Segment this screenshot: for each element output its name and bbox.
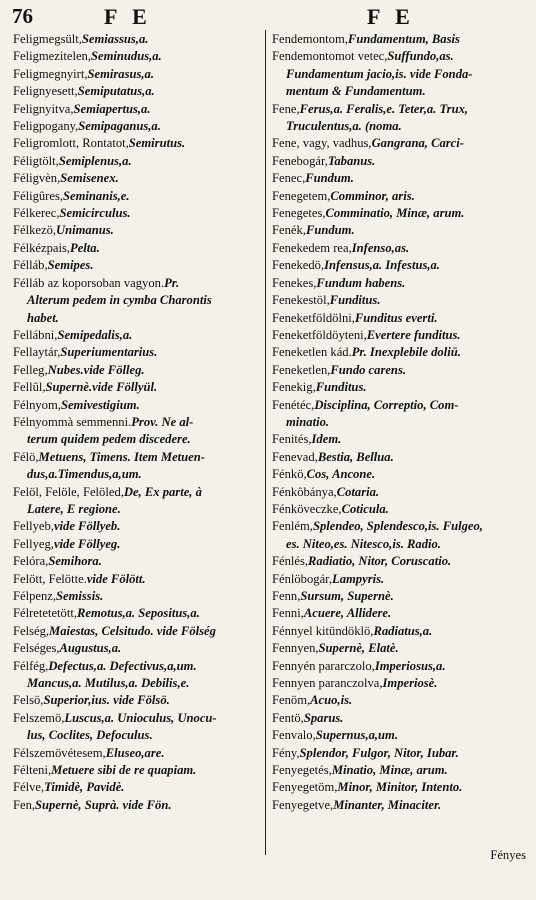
entry-latin-gloss: Supernè.vide Föllyül. <box>45 380 158 395</box>
dictionary-entry <box>13 431 267 448</box>
entry-latin-gloss: Radiatus,a. <box>373 623 433 638</box>
entry-latin-gloss: Imperiosus,a. <box>374 658 446 673</box>
entry-headword: Féligûres, <box>13 188 64 203</box>
entry-headword: Fenebogár, <box>272 153 328 168</box>
entry-headword: Feneketföldöyteni, <box>272 327 367 342</box>
entry-latin-gloss: Semirasus,a. <box>87 66 155 81</box>
entry-headword: Feneketföldölni, <box>272 310 355 325</box>
entry-headword: Félteni, <box>13 763 52 778</box>
entry-latin-gloss: Maiestas, Celsitudo. vide Fölség <box>49 623 216 638</box>
entry-latin-gloss: Semirutus. <box>128 136 186 151</box>
entry-headword: Feneketlen, <box>272 362 331 377</box>
dictionary-entry <box>13 153 267 170</box>
entry-headword: Fenyegetve, <box>272 797 334 812</box>
dictionary-entry <box>272 344 530 361</box>
dictionary-entry <box>13 379 267 396</box>
dictionary-entry <box>272 379 530 396</box>
entry-headword: Félö, <box>13 449 39 464</box>
entry-latin-gloss: Cos, Ancone. <box>306 467 376 482</box>
dictionary-entry <box>272 362 530 379</box>
dictionary-entry <box>13 397 267 414</box>
dictionary-entry <box>13 170 267 187</box>
entry-latin-gloss: Funditus. <box>329 293 381 308</box>
entry-latin-gloss: Semivestigium. <box>60 397 140 412</box>
dictionary-entry <box>272 327 530 344</box>
entry-headword: Félkerec, <box>13 206 60 221</box>
dictionary-entry <box>272 623 530 640</box>
entry-latin-gloss: Superiumentarius. <box>60 345 158 360</box>
catchword: Fényes <box>490 848 526 862</box>
entry-latin-gloss: Infenso,as. <box>351 240 410 255</box>
dictionary-entry <box>272 66 530 83</box>
entry-latin-gloss: Defectus,a. Defectivus,a,um. <box>48 658 197 673</box>
entry-latin-gloss: Splendor, Fulgor, Nitor, Iubar. <box>299 745 459 760</box>
entry-latin-gloss: Bestia, Bellua. <box>317 449 394 464</box>
dictionary-entry <box>272 692 530 709</box>
dictionary-entry <box>272 222 530 239</box>
right-column <box>272 31 530 814</box>
entry-headword: Feligpogany, <box>13 119 79 134</box>
dictionary-entry <box>272 397 530 414</box>
entry-headword: Felöl, Felöle, Felöled, <box>13 484 124 499</box>
entry-headword: Félnyommà semmenni. <box>13 414 132 429</box>
dictionary-entry <box>13 710 267 727</box>
entry-headword: Feligmegsült, <box>13 32 82 46</box>
entry-latin-gloss: Latere, E regione. <box>27 501 121 516</box>
dictionary-entry <box>272 83 530 100</box>
entry-headword: Fenec, <box>272 171 306 186</box>
entry-latin-gloss: Seminanis,e. <box>63 188 130 203</box>
dictionary-entry <box>272 188 530 205</box>
dictionary-entry <box>13 623 267 640</box>
entry-headword: Felszemö, <box>13 710 65 725</box>
left-running-head: F E <box>104 4 152 29</box>
entry-headword: Fenn, <box>272 589 301 603</box>
dictionary-entry <box>13 605 267 622</box>
entry-headword: Fene, <box>272 101 300 116</box>
entry-latin-gloss: Semiapertus,a. <box>73 101 151 116</box>
entry-latin-gloss: Semipedalis,a. <box>57 327 133 342</box>
entry-headword: Félkézpais, <box>13 240 71 255</box>
entry-latin-gloss: Ferus,a. Feralis,e. Teter,a. Trux, <box>299 101 469 116</box>
entry-latin-gloss: Sursum, Supernè. <box>300 589 394 603</box>
entry-latin-gloss: Fundamentum, Basis <box>347 32 460 46</box>
entry-latin-gloss: Semiputatus,a. <box>77 84 155 99</box>
entry-headword: Fenekedem rea, <box>272 240 352 255</box>
entry-latin-gloss: Mancus,a. Mutilus,a. Debilis,e. <box>27 676 190 691</box>
entry-headword: Felignyitva, <box>13 101 74 116</box>
entry-latin-gloss: Metuere sibi de re quapiam. <box>51 763 197 778</box>
dictionary-entry <box>13 135 267 152</box>
dictionary-entry <box>272 797 530 814</box>
entry-headword: Félláb, <box>13 258 48 273</box>
dictionary-entry <box>272 536 530 553</box>
dictionary-entry <box>13 344 267 361</box>
entry-latin-gloss: Semipes. <box>47 258 94 273</box>
dictionary-entry <box>13 449 267 466</box>
entry-headword: Fénlöbogár, <box>272 571 333 586</box>
dictionary-entry <box>13 240 267 257</box>
entry-latin-gloss: Pr. <box>164 275 180 290</box>
dictionary-entry <box>13 327 267 344</box>
dictionary-entry <box>272 310 530 327</box>
dictionary-entry <box>13 797 267 814</box>
dictionary-entry <box>272 466 530 483</box>
entry-latin-gloss: mentum & Fundamentum. <box>286 84 426 99</box>
entry-latin-gloss: vide Fölött. <box>86 571 146 586</box>
entry-latin-gloss: Unimanus. <box>56 223 114 238</box>
dictionary-entry <box>272 727 530 744</box>
entry-headword: Feligromlott, Rontatot, <box>13 136 129 151</box>
entry-latin-gloss: Semissis. <box>56 589 104 603</box>
entry-headword: Felleg, <box>13 362 48 377</box>
dictionary-entry <box>13 257 267 274</box>
entry-headword: Fene, vagy, vadhus, <box>272 136 372 151</box>
dictionary-entry <box>272 48 530 65</box>
entry-latin-gloss: Idem. <box>311 432 342 447</box>
entry-headword: Fendemontom, <box>272 32 348 46</box>
entry-latin-gloss: De, Ex parte, à <box>123 484 202 499</box>
dictionary-entry <box>272 101 530 118</box>
entry-latin-gloss: Funditus everti. <box>354 310 438 325</box>
entry-latin-gloss: Splendeo, Splendesco,is. Fulgeo, <box>312 519 483 534</box>
dictionary-entry <box>13 31 267 48</box>
entry-latin-gloss: Fundum. <box>305 223 355 238</box>
entry-headword: Fenöm, <box>272 693 311 708</box>
entry-headword: Fenni, <box>272 606 304 621</box>
entry-latin-gloss: Eluseo,are. <box>105 745 165 760</box>
entry-headword: Felignyesett, <box>13 84 78 99</box>
dictionary-entry <box>13 292 267 309</box>
entry-latin-gloss: Acuere, Allidere. <box>303 606 392 621</box>
entry-headword: Félnyom, <box>13 397 61 412</box>
dictionary-entry <box>13 48 267 65</box>
dictionary-entry <box>13 658 267 675</box>
entry-latin-gloss: Fundum. <box>305 171 354 186</box>
entry-latin-gloss: Minanter, Minaciter. <box>333 797 442 812</box>
entry-latin-gloss: Supernus,a,um. <box>315 728 398 743</box>
entry-latin-gloss: Comminatio, Minæ, arum. <box>325 206 465 221</box>
entry-latin-gloss: Lampyris. <box>332 571 385 586</box>
dictionary-entry <box>272 779 530 796</box>
dictionary-entry <box>13 310 267 327</box>
entry-latin-gloss: vide Föllyeb. <box>53 519 121 534</box>
dictionary-entry <box>13 588 267 605</box>
entry-headword: Fenétéc, <box>272 397 315 412</box>
entry-latin-gloss: Radiatio, Nitor, Coruscatio. <box>308 554 452 569</box>
entry-headword: Fenegetem, <box>272 188 331 203</box>
dictionary-entry <box>272 205 530 222</box>
dictionary-entry <box>13 414 267 431</box>
dictionary-entry <box>13 275 267 292</box>
entry-headword: Fenlém, <box>272 519 313 534</box>
dictionary-entry <box>272 31 530 48</box>
entry-headword: Fenités, <box>272 432 312 447</box>
dictionary-entry <box>272 431 530 448</box>
entry-latin-gloss: es. Niteo,es. Nitesco,is. Radio. <box>286 536 441 551</box>
dictionary-entry <box>13 501 267 518</box>
entry-headword: Féligvèn, <box>13 171 61 186</box>
entry-headword: Fenekes, <box>272 275 317 290</box>
entry-latin-gloss: Pelta. <box>70 240 100 255</box>
entry-headword: Felséges, <box>13 641 60 656</box>
dictionary-entry <box>13 675 267 692</box>
entry-latin-gloss: Cotaria. <box>336 484 380 499</box>
entry-headword: Fentö, <box>272 710 304 725</box>
entry-headword: Fennyen, <box>272 641 319 656</box>
entry-latin-gloss: Alterum pedem in cymba Charontis <box>27 293 212 308</box>
entry-latin-gloss: Supernè, Suprà. vide Fön. <box>35 797 172 812</box>
entry-headword: Fénkôbánya, <box>272 484 337 499</box>
entry-latin-gloss: minatio. <box>286 414 330 429</box>
dictionary-entry <box>13 779 267 796</box>
entry-latin-gloss: Timidè, Pavidè. <box>44 780 125 795</box>
entry-latin-gloss: Minor, Minitor, Intento. <box>337 780 463 795</box>
dictionary-entry <box>272 153 530 170</box>
dictionary-entry <box>272 292 530 309</box>
entry-latin-gloss: terum quidem pedem discedere. <box>27 432 191 447</box>
entry-headword: Fennyen paranczolva, <box>272 676 383 691</box>
dictionary-entry <box>272 118 530 135</box>
dictionary-entry <box>272 501 530 518</box>
entry-headword: Felött, Felötte. <box>13 571 87 586</box>
dictionary-entry <box>272 135 530 152</box>
entry-latin-gloss: Semiassus,a. <box>81 32 149 46</box>
dictionary-entry <box>272 553 530 570</box>
entry-latin-gloss: Fundum habens. <box>316 275 406 290</box>
dictionary-entry <box>272 170 530 187</box>
dictionary-entry <box>13 83 267 100</box>
entry-headword: Fenegetes, <box>272 206 326 221</box>
dictionary-entry <box>13 118 267 135</box>
page-number: 76 <box>12 4 33 28</box>
dictionary-entry <box>13 553 267 570</box>
entry-headword: Félpenz, <box>13 589 57 603</box>
entry-headword: Fellyeb, <box>13 519 54 534</box>
entry-headword: Fennyén pararczolo, <box>272 658 375 673</box>
entry-headword: Fenyegetöm, <box>272 780 338 795</box>
entry-headword: Fenekig, <box>272 380 316 395</box>
entry-latin-gloss: Infensus,a. Infestus,a. <box>324 258 440 273</box>
dictionary-entry <box>13 536 267 553</box>
entry-latin-gloss: habet. <box>27 310 59 325</box>
dictionary-entry <box>13 66 267 83</box>
entry-latin-gloss: Semicirculus. <box>59 206 131 221</box>
dictionary-entry <box>272 710 530 727</box>
entry-latin-gloss: lus, Coclites, Defoculus. <box>27 728 153 743</box>
dictionary-entry <box>13 692 267 709</box>
entry-headword: Feligmegnyirt, <box>13 66 88 81</box>
entry-headword: Fellaytár, <box>13 345 61 360</box>
entry-latin-gloss: Metuens, Timens. Item Metuen- <box>38 449 205 464</box>
dictionary-entry <box>272 518 530 535</box>
dictionary-entry <box>13 518 267 535</box>
entry-latin-gloss: Comminor, aris. <box>330 188 415 203</box>
dictionary-entry <box>13 362 267 379</box>
entry-latin-gloss: Fundamentum jacio,is. vide Fonda- <box>286 66 473 81</box>
dictionary-entry <box>272 745 530 762</box>
entry-headword: Félfég, <box>13 658 49 673</box>
right-running-head: F E <box>367 4 415 29</box>
dictionary-entry <box>272 257 530 274</box>
entry-headword: Fenevad, <box>272 449 318 464</box>
dictionary-entry <box>272 449 530 466</box>
entry-headword: Félszemövétesem, <box>13 745 106 760</box>
entry-latin-gloss: Coticula. <box>341 501 389 516</box>
entry-headword: Felsö, <box>13 693 44 708</box>
dictionary-entry <box>13 727 267 744</box>
entry-latin-gloss: Sparus. <box>303 710 344 725</box>
dictionary-entry <box>13 484 267 501</box>
entry-latin-gloss: Truculentus,a. (noma. <box>286 119 402 134</box>
entry-latin-gloss: Superior,ius. vide Fölsö. <box>43 693 170 708</box>
entry-latin-gloss: dus,a.Timendus,a,um. <box>27 467 142 482</box>
entry-headword: Félve, <box>13 780 45 795</box>
entry-latin-gloss: Semiplenus,a. <box>58 153 132 168</box>
entry-latin-gloss: Imperiosè. <box>382 676 438 691</box>
dictionary-entry <box>272 571 530 588</box>
entry-headword: Félláb az koporsoban vagyon. <box>13 275 165 290</box>
entry-headword: Fellyeg, <box>13 536 54 551</box>
page-header <box>0 2 536 32</box>
entry-headword: Féligtölt, <box>13 153 59 168</box>
dictionary-entry <box>272 275 530 292</box>
dictionary-entry <box>272 762 530 779</box>
entry-latin-gloss: Prov. Ne al- <box>131 414 194 429</box>
entry-headword: Feligmezitelen, <box>13 49 91 64</box>
entry-latin-gloss: Pr. Inexplebile doliū. <box>351 345 461 360</box>
entry-latin-gloss: Tabanus. <box>327 153 376 168</box>
entry-headword: Fenyegetés, <box>272 763 332 778</box>
entry-headword: Fenvalo, <box>272 728 316 743</box>
entry-latin-gloss: Nubes.vide Fölleg. <box>47 362 145 377</box>
entry-latin-gloss: Funditus. <box>315 380 367 395</box>
entry-latin-gloss: Remotus,a. Sepositus,a. <box>77 606 200 621</box>
dictionary-entry <box>272 414 530 431</box>
entry-latin-gloss: Acuo,is. <box>310 693 353 708</box>
dictionary-entry <box>13 762 267 779</box>
entry-latin-gloss: Semipaganus,a. <box>78 119 161 134</box>
entry-headword: Feneketlen kád. <box>272 345 352 360</box>
entry-latin-gloss: Evertere funditus. <box>366 327 461 342</box>
entry-headword: Fen, <box>13 797 36 812</box>
dictionary-entry <box>13 571 267 588</box>
left-column <box>13 31 267 814</box>
entry-headword: Fénköveczke, <box>272 501 342 516</box>
entry-headword: Fenekestöl, <box>272 293 330 308</box>
entry-latin-gloss: Supernè, Elatè. <box>318 641 399 656</box>
dictionary-entry <box>272 675 530 692</box>
dictionary-entry <box>13 745 267 762</box>
entry-headword: Fénkö, <box>272 467 307 482</box>
entry-headword: Fenék, <box>272 223 306 238</box>
entry-latin-gloss: Suffundo,as. <box>387 49 454 64</box>
entry-latin-gloss: Gangrana, Carci- <box>371 136 464 151</box>
entry-headword: Fellábni, <box>13 327 58 342</box>
entry-headword: Félkezö, <box>13 223 57 238</box>
entry-latin-gloss: Fundo carens. <box>330 362 406 377</box>
entry-headword: Félretetetött, <box>13 606 77 621</box>
entry-headword: Felóra, <box>13 554 49 569</box>
dictionary-entry <box>272 484 530 501</box>
dictionary-entry <box>272 640 530 657</box>
entry-headword: Fellûl, <box>13 380 46 395</box>
entry-latin-gloss: Semihora. <box>48 554 102 569</box>
dictionary-entry <box>13 101 267 118</box>
entry-headword: Fenekedö, <box>272 258 325 273</box>
entry-headword: Fénlés, <box>272 554 309 569</box>
dictionary-entry <box>13 640 267 657</box>
entry-latin-gloss: Augustus,a. <box>59 641 122 656</box>
entry-latin-gloss: Seminudus,a. <box>91 49 162 64</box>
dictionary-entry <box>272 605 530 622</box>
entry-headword: Felség, <box>13 623 50 638</box>
dictionary-entry <box>272 658 530 675</box>
dictionary-entry <box>272 588 530 605</box>
entry-latin-gloss: Disciplina, Correptio, Com- <box>314 397 459 412</box>
entry-latin-gloss: Minatio, Minæ, arum. <box>331 763 448 778</box>
entry-headword: Fény, <box>272 745 300 760</box>
dictionary-entry <box>13 188 267 205</box>
dictionary-entry <box>13 222 267 239</box>
entry-headword: Fénnyel kitündöklö, <box>272 623 374 638</box>
dictionary-entry <box>272 240 530 257</box>
entry-headword: Fendemontomot vetec, <box>272 49 388 64</box>
entry-latin-gloss: Semisenex. <box>60 171 119 186</box>
dictionary-entry <box>13 466 267 483</box>
entry-latin-gloss: vide Föllyeg. <box>53 536 121 551</box>
entry-latin-gloss: Luscus,a. Unioculus, Unocu- <box>64 710 217 725</box>
dictionary-entry <box>13 205 267 222</box>
